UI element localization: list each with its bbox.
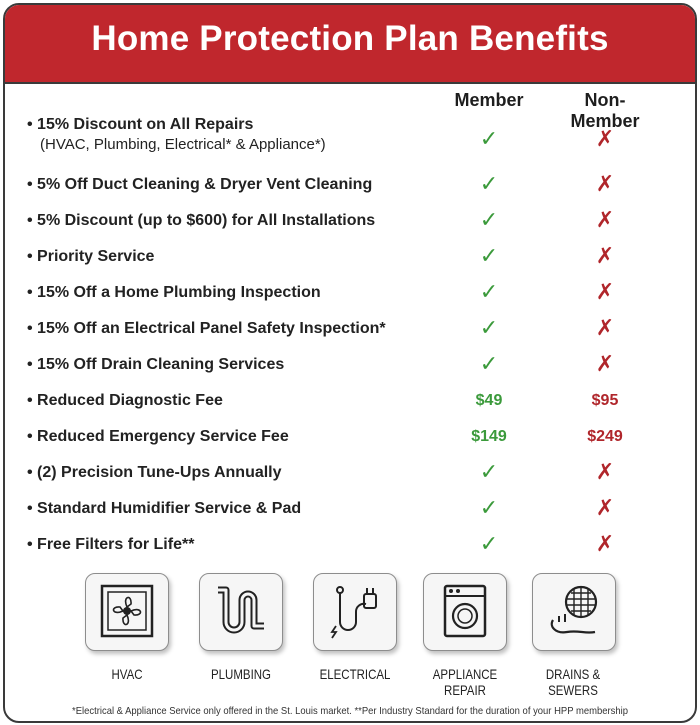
appliance-label-line1: APPLIANCE: [432, 666, 498, 682]
title-banner: [5, 5, 695, 84]
non-member-cross-icon: ✗: [595, 126, 615, 151]
benefit-sublabel: (HVAC, Plumbing, Electrical* & Appliance*): [40, 136, 326, 153]
hvac-tile: [85, 573, 169, 651]
member-check-icon: ✓: [479, 315, 499, 340]
benefit-label: 15% Off Drain Cleaning Services: [37, 356, 285, 373]
washer-icon: [436, 582, 494, 640]
electrical-tile: [313, 573, 397, 651]
plumbing-tile: [199, 573, 283, 651]
member-check-icon: ✓: [479, 171, 499, 196]
appliance-tile: [423, 573, 507, 651]
electrical-label: ELECTRICAL: [319, 666, 391, 682]
benefit-label: (2) Precision Tune-Ups Annually: [37, 464, 282, 481]
member-check-icon: ✓: [479, 126, 499, 151]
member-check-icon: ✓: [479, 351, 499, 376]
non-member-column-header: Non-Member: [570, 90, 640, 131]
non-member-cross-icon: ✗: [595, 279, 615, 304]
non-member-cross-icon: ✗: [595, 315, 615, 340]
page-title: Home Protection Plan Benefits: [91, 19, 609, 58]
benefit-label: 15% Discount on All Repairs: [37, 116, 254, 133]
drains-label-line2: SEWERS: [548, 682, 598, 698]
non-member-price: $249: [587, 428, 623, 445]
plumbing-label: PLUMBING: [211, 666, 271, 682]
pipe-icon: [212, 582, 270, 640]
member-column-header: Member: [454, 90, 524, 110]
member-check-icon: ✓: [479, 243, 499, 268]
non-member-cross-icon: ✗: [595, 243, 615, 268]
benefit-label: Reduced Emergency Service Fee: [37, 428, 289, 445]
footnote: *Electrical & Appliance Service only offered in the St. Louis market. **Per Industry Standard for the duration of your HPP membership: [72, 705, 628, 717]
hvac-label: HVAC: [111, 666, 143, 682]
non-member-cross-icon: ✗: [595, 459, 615, 484]
plug-icon: [326, 582, 384, 640]
non-member-cross-icon: ✗: [595, 207, 615, 232]
benefit-label: Reduced Diagnostic Fee: [37, 392, 223, 409]
benefits-card: Home Protection Plan Benefits Member Non-Member • 15% Discount on All Repairs (HVAC, Plumbing, Electrical* & Appliance*) ✓ ✗ • 5% Off Duct Cleaning & Dryer Vent Cleaning ✓ ✗ • 5% Discount (up to $600) for All Installations ✓ ✗ • Priority Service ✓ ✗ • 15% Off a Home Plumbing Inspection ✓ ✗ • 15% Off an Electrical Panel Safety Inspection* ✓ ✗ • 15% Off Drain Cleaning Services ✓ ✗ • Reduced Diagnostic Fee $49 $95 • Reduced Emergency Service Fee $149 $249 • (2) Precision Tune-Ups Annually ✓ ✗ • Standard Humidifier Service & Pad ✓ ✗ • Free Filters for Life** ✓ ✗ HVAC PLUMBING ELECTRICAL APPLIANCE REPAIR DRAINS & SEWERS *Electrical & Appliance Service only offered in the St. Louis market. **Per Industry Standard for the duration of your HPP membership: [3, 3, 697, 723]
drains-tile: [532, 573, 616, 651]
benefit-label: 15% Off an Electrical Panel Safety Inspection*: [37, 320, 386, 337]
member-check-icon: ✓: [479, 207, 499, 232]
drain-icon: [545, 582, 603, 640]
appliance-label-line2: REPAIR: [444, 682, 486, 698]
benefit-label: Free Filters for Life**: [37, 536, 195, 553]
benefit-label: 15% Off a Home Plumbing Inspection: [37, 284, 321, 301]
benefit-label: 5% Discount (up to $600) for All Installations: [37, 212, 376, 229]
member-check-icon: ✓: [479, 279, 499, 304]
member-price: $49: [475, 392, 503, 409]
non-member-cross-icon: ✗: [595, 495, 615, 520]
non-member-price: $95: [591, 392, 619, 409]
fan-icon: [98, 582, 156, 640]
non-member-cross-icon: ✗: [595, 351, 615, 376]
drains-label-line1: DRAINS &: [545, 666, 601, 682]
benefit-label: Priority Service: [37, 248, 155, 265]
member-check-icon: ✓: [479, 495, 499, 520]
member-check-icon: ✓: [479, 531, 499, 556]
benefit-label: 5% Off Duct Cleaning & Dryer Vent Cleaning: [37, 176, 373, 193]
benefit-label: Standard Humidifier Service & Pad: [37, 500, 302, 517]
non-member-cross-icon: ✗: [595, 171, 615, 196]
non-member-cross-icon: ✗: [595, 531, 615, 556]
member-price: $149: [471, 428, 507, 445]
member-check-icon: ✓: [479, 459, 499, 484]
